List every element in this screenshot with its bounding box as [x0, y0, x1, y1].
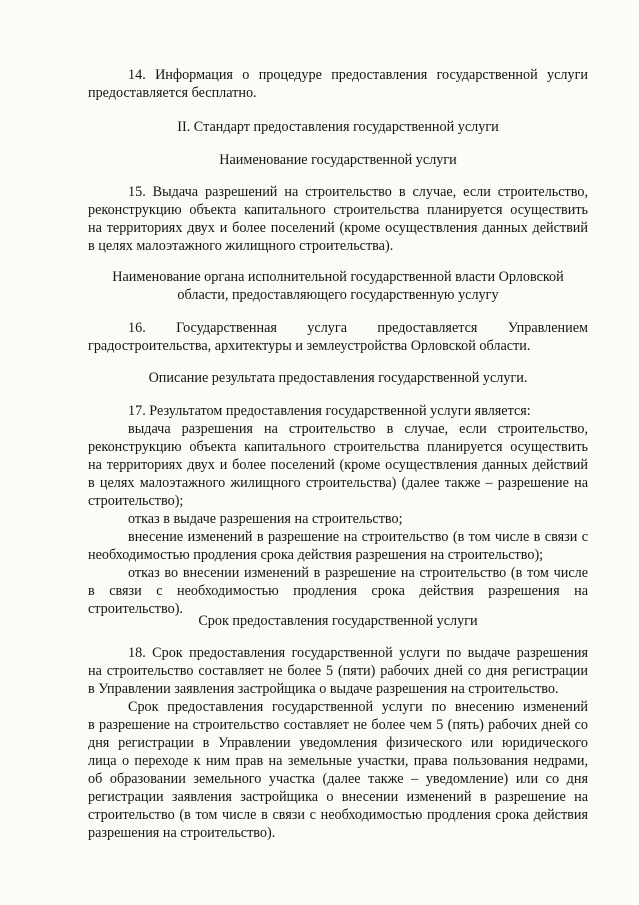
heading-result: Описание результата предоставления государственной услуги. [148, 370, 528, 386]
paragraph-18-line: в разрешение на строительство составляет не более чем 5 (пять) рабочих дней со [88, 717, 588, 733]
heading-term: Срок предоставления государственной услуги [198, 613, 478, 629]
paragraph-17-line: в связи с необходимостью продления срока действия разрешения на [88, 583, 588, 599]
paragraph-17-line: необходимостью продления срока действия разрешения на строительство); [88, 547, 544, 563]
paragraph-17-line: внесение изменений в разрешение на строительство (в том числе в связи с [128, 529, 588, 545]
paragraph-15-line: на территориях двух и более поселений (кроме осуществления данных действий [88, 220, 588, 236]
paragraph-18-line: об образовании земельного участка (далее также – уведомление) или со дня [88, 771, 588, 787]
paragraph-14-line: предоставляется бесплатно. [88, 85, 257, 101]
paragraph-18-line: в Управлении заявления застройщика о выдаче разрешения на строительство. [88, 681, 559, 697]
heading-service-name: Наименование государственной услуги [219, 152, 457, 168]
paragraph-15-line: 15. Выдача разрешений на строительство в случае, если строительство, [128, 184, 588, 200]
paragraph-17-line: отказ во внесении изменений в разрешение на строительство (в том числе [128, 565, 588, 581]
paragraph-17-line: в целях малоэтажного жилищного строительства) (далее также – разрешение на [88, 475, 588, 491]
paragraph-17-line: строительство); [88, 493, 184, 509]
paragraph-17-line: 17. Результатом предоставления государственной услуги является: [128, 403, 531, 419]
paragraph-17-line: на территориях двух и более поселений (кроме осуществления данных действий [88, 457, 588, 473]
paragraph-15-line: реконструкцию объекта капитального строительства планируется осуществить [88, 202, 588, 218]
paragraph-17-line: отказ в выдаче разрешения на строительство; [128, 511, 403, 527]
paragraph-18-line: дня регистрации в Управлении уведомления физического или юридического [88, 735, 588, 751]
paragraph-18-line: лица о переходе к ним прав на земельные участки, права пользования недрами, [88, 753, 588, 769]
paragraph-18-line: на строительство составляет не более 5 (пяти) рабочих дней со дня регистрации [88, 663, 588, 679]
paragraph-17-line: выдача разрешения на строительство в случае, если строительство, [128, 421, 588, 437]
paragraph-18-line: строительство (в том числе в связи с необходимостью продления срока действия [88, 807, 588, 823]
paragraph-18-line: 18. Срок предоставления государственной услуги по выдаче разрешения [128, 645, 588, 661]
paragraph-14-line: 14. Информация о процедуре предоставления государственной услуги [128, 67, 588, 83]
paragraph-16-line: 16. Государственная услуга предоставляется Управлением [128, 320, 588, 336]
paragraph-18-line: регистрации заявления застройщика о внесении изменений в разрешение на [88, 789, 588, 805]
paragraph-18-line: разрешения на строительство). [88, 825, 276, 841]
paragraph-17-line: реконструкцию объекта капитального строительства планируется осуществить [88, 439, 588, 455]
heading-organ: области, предоставляющего государственную услугу [177, 287, 499, 303]
paragraph-17-line: строительство). [88, 601, 183, 617]
paragraph-16-line: градостроительства, архитектуры и землеустройства Орловской области. [88, 338, 531, 354]
heading-organ: Наименование органа исполнительной государственной власти Орловской [112, 269, 564, 285]
paragraph-15-line: в целях малоэтажного жилищного строительства). [88, 238, 394, 254]
section-title: II. Стандарт предоставления государственной услуги [177, 119, 499, 135]
paragraph-18-line: Срок предоставления государственной услуги по внесению изменений [128, 699, 588, 715]
